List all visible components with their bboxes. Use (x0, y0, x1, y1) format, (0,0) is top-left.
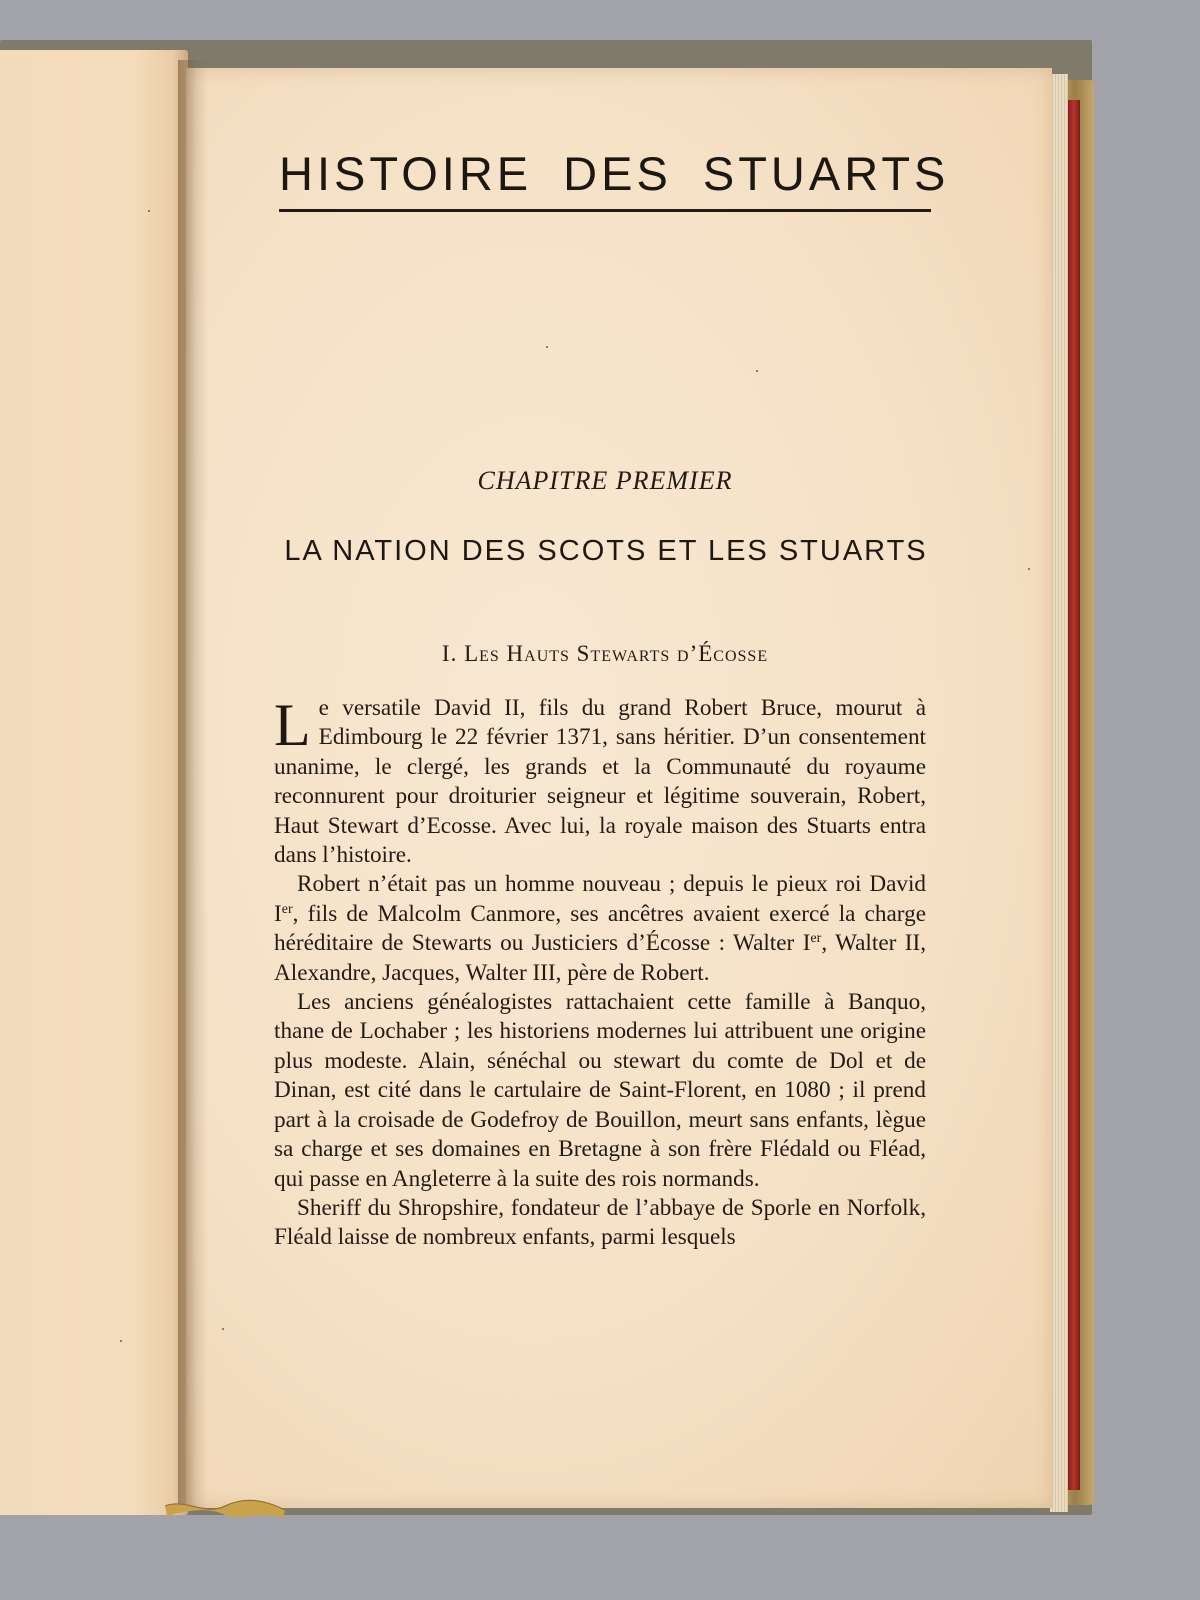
page-block (1050, 74, 1068, 1512)
paragraph-1 (274, 694, 926, 870)
running-head-rule (279, 209, 931, 212)
body-text (274, 694, 926, 1253)
drop-cap: L (274, 692, 311, 758)
paragraph-2-text-c: , Walter II, Alexandre, Jacques, Walter III, père de Robert. (274, 930, 926, 986)
bookmark-ribbon (165, 1496, 285, 1522)
paragraph-2-text-a: Robert n’était pas un homme nouveau ; depuis le pieux roi David I (274, 871, 926, 927)
paper-speck (1028, 568, 1030, 570)
superscript-er: er (281, 901, 293, 917)
paragraph-2-text-b: , fils de Malcolm Canmore, ses ancêtres avaient exercé la charge héréditaire de Stewarts ou Justiciers d’Écosse : Walter I (274, 900, 926, 957)
red-page-edge (1068, 100, 1080, 1490)
paragraph-4: Sheriff du Shropshire, fondateur de l’abbaye de Sporle en Norfolk, Fléald laisse de nombreux enfants, parmi lesquels (274, 1194, 926, 1251)
paper-speck (222, 1328, 224, 1330)
left-page (0, 50, 188, 1515)
paragraph-1-text: e versatile David II, fils du grand Robert Bruce, mourut à Edimbourg le 22 février 1371, sans héritier. D’un consentement unanime, le clergé, les grands et la Communauté du royaume reconnurent pour droiturier seigneur et légitime souverain, Robert, Haut Stewart d’Ecosse. Avec lui, la royale maison des Stuarts entra dans l’histoire. (274, 695, 926, 869)
page-content (186, 68, 1052, 1508)
paper-speck (546, 346, 548, 348)
running-head: HISTOIRE DES STUARTS (279, 147, 950, 200)
paper-speck (148, 210, 150, 212)
paragraph-3: Les anciens généalogistes rattachaient cette famille à Banquo, thane de Lochaber ; les historiens modernes lui attribuent une origine plus modeste. Alain, sénéchal ou stewart du comte de Dol et de Dinan, est cité dans le cartulaire de Saint-Florent, en 1080 ; il prend part à la croisade de Godefroy de Bouillon, meurt sans enfants, lègue sa charge et ses domaines en Bretagne à son frère Flédald ou Fléad, qui passe en Angleterre à la suite des rois normands. (274, 989, 926, 1192)
right-page (186, 68, 1052, 1508)
paragraph-2 (274, 870, 926, 988)
chapter-title: LA NATION DES SCOTS ET LES STUARTS (284, 535, 928, 567)
book-gutter (178, 60, 208, 1510)
chapter-label: CHAPITRE PREMIER (477, 466, 733, 495)
paper-speck (756, 370, 758, 372)
superscript-er: er (810, 931, 822, 947)
section-title: I. Les Hauts Stewarts d’Écosse (441, 641, 769, 666)
paper-speck (120, 1340, 122, 1342)
